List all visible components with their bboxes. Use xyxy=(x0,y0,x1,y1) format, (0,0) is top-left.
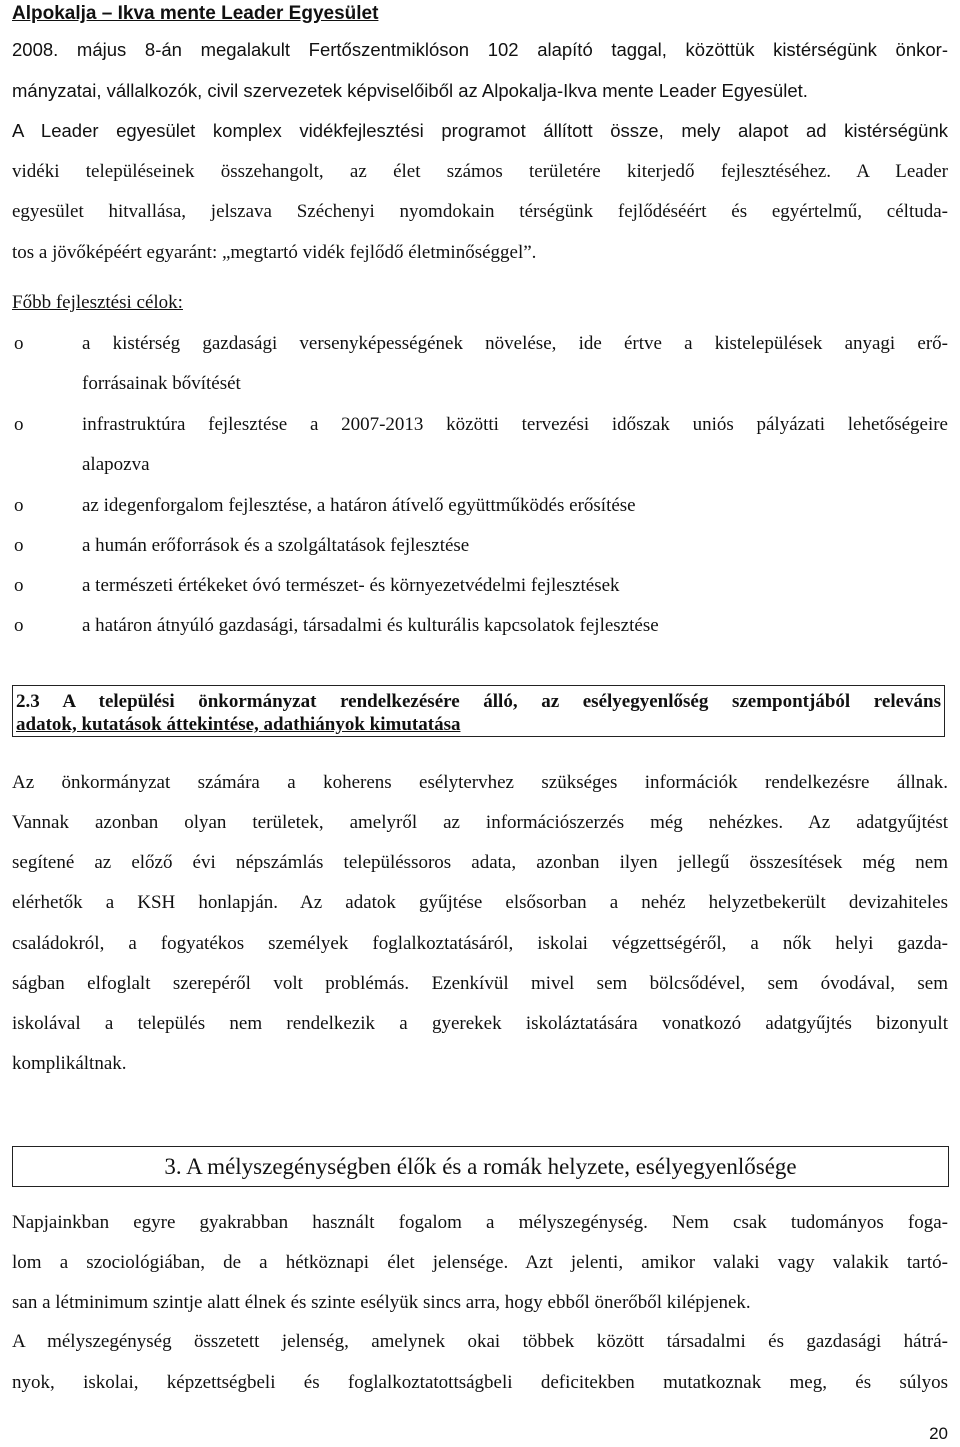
section-3-heading: 3. A mélyszegénységben élők és a romák helyzete, esélyegyenlősége xyxy=(164,1154,797,1179)
section-2-3-line: komplikáltnak. xyxy=(12,1053,127,1074)
goal-item-line: az idegenforgalom fejlesztése, a határon átívelő együttműködés erősítése xyxy=(82,495,636,516)
section-2-3-heading: adatok, kutatások áttekintése, adathiányok kimutatása xyxy=(16,714,461,735)
intro-line: 2008. május 8-án megalakult Fertőszentmiklóson 102 alapító taggal, közöttük kistérségünk önkor- xyxy=(12,39,948,60)
goal-item-line: alapozva xyxy=(82,454,150,475)
section-2-3-line: elérhetők a KSH honlapján. Az adatok gyűjtése elsősorban a nehéz helyzetbekerült devizahiteles xyxy=(12,892,948,913)
bullet-marker: o xyxy=(14,414,24,435)
intro-line: egyesület hitvallása, jelszava Széchenyi nyomdokain térségünk fejlődéséért és egyértelmű, céltuda- xyxy=(12,201,948,222)
section-2-3-line: segítené az előző évi népszámlás településsoros adata, azonban ilyen jellegű összesítések még nem xyxy=(12,852,948,873)
section-3-line: A mélyszegénység összetett jelenség, amelynek okai többek között társadalmi és gazdasági hátrá- xyxy=(12,1331,948,1352)
section-2-3-line: családokról, a fogyatékos személyek foglalkoztatásáról, iskolai végzettségéről, a nők helyi gazda- xyxy=(12,933,948,954)
section-3-line: nyok, iskolai, képzettségbeli és foglalkoztatottságbeli deficitekben mutatkoznak meg, és súlyos xyxy=(12,1372,948,1393)
goal-item-line: a kistérség gazdasági versenyképességének növelése, ide értve a kistelepülések anyagi erő- xyxy=(82,333,948,354)
goal-item-line: infrastruktúra fejlesztése a 2007-2013 közötti tervezési időszak uniós pályázati lehetőségeire xyxy=(82,414,948,435)
section-3-line: lom a szociológiában, de a hétköznapi élet jelensége. Azt jelenti, amikor valaki vagy valakik tartó- xyxy=(12,1252,948,1273)
section-2-3-line: ságban elfoglalt szerepéről volt problémás. Ezenkívül mivel sem bölcsődével, sem óvodával, sem xyxy=(12,973,948,994)
section-3-line: Napjainkban egyre gyakrabban használt fogalom a mélyszegénység. Nem csak tudományos foga- xyxy=(12,1212,948,1233)
association-title: Alpokalja – Ikva mente Leader Egyesület xyxy=(12,3,379,24)
section-2-3-line: Vannak azonban olyan területek, amelyről az információszerzés még nehézkes. Az adatgyűjtést xyxy=(12,812,948,833)
section-3-heading-box xyxy=(12,1146,949,1187)
intro-line: A Leader egyesület komplex vidékfejlesztési programot állított össze, mely alapot ad kistérségünk xyxy=(12,120,948,141)
intro-line: mányzatai, vállalkozók, civil szervezetek képviselőiből az Alpokalja-Ikva mente Leader Egyesület. xyxy=(12,80,808,101)
bullet-marker: o xyxy=(14,333,24,354)
bullet-marker: o xyxy=(14,495,24,516)
bullet-marker: o xyxy=(14,615,24,636)
goal-item-line: a határon átnyúló gazdasági, társadalmi és kulturális kapcsolatok fejlesztése xyxy=(82,615,659,636)
intro-line: vidéki településeinek összehangolt, az élet számos területére kiterjedő fejlesztéséhez. A Leader xyxy=(12,161,948,182)
section-2-3-heading: 2.3 A települési önkormányzat rendelkezésére álló, az esélyegyenlőség szempontjából releváns xyxy=(16,691,941,712)
section-2-3-line: iskolával a település nem rendelkezik a gyerekek iskoláztatására vonatkozó adatgyűjtés bizonyult xyxy=(12,1013,948,1034)
bullet-marker: o xyxy=(14,575,24,596)
section-3-line: san a létminimum szintje alatt élnek és szinte esélyük sincs arra, hogy ebből önerőből kilépjenek. xyxy=(12,1292,751,1313)
goal-item-line: a természeti értékeket óvó természet- és környezetvédelmi fejlesztések xyxy=(82,575,620,596)
bullet-marker: o xyxy=(14,535,24,556)
goal-item-line: a humán erőforrások és a szolgáltatások fejlesztése xyxy=(82,535,470,556)
goal-item-line: forrásainak bővítését xyxy=(82,373,241,394)
goals-heading: Főbb fejlesztési célok: xyxy=(12,292,183,313)
page-number: 20 xyxy=(929,1424,948,1443)
intro-line: tos a jövőképéért egyaránt: „megtartó vidék fejlődő életminőséggel”. xyxy=(12,242,537,263)
section-2-3-line: Az önkormányzat számára a koherens esélytervhez szükséges információk rendelkezésre állnak. xyxy=(12,772,948,793)
section-2-3-heading-box xyxy=(12,685,945,737)
